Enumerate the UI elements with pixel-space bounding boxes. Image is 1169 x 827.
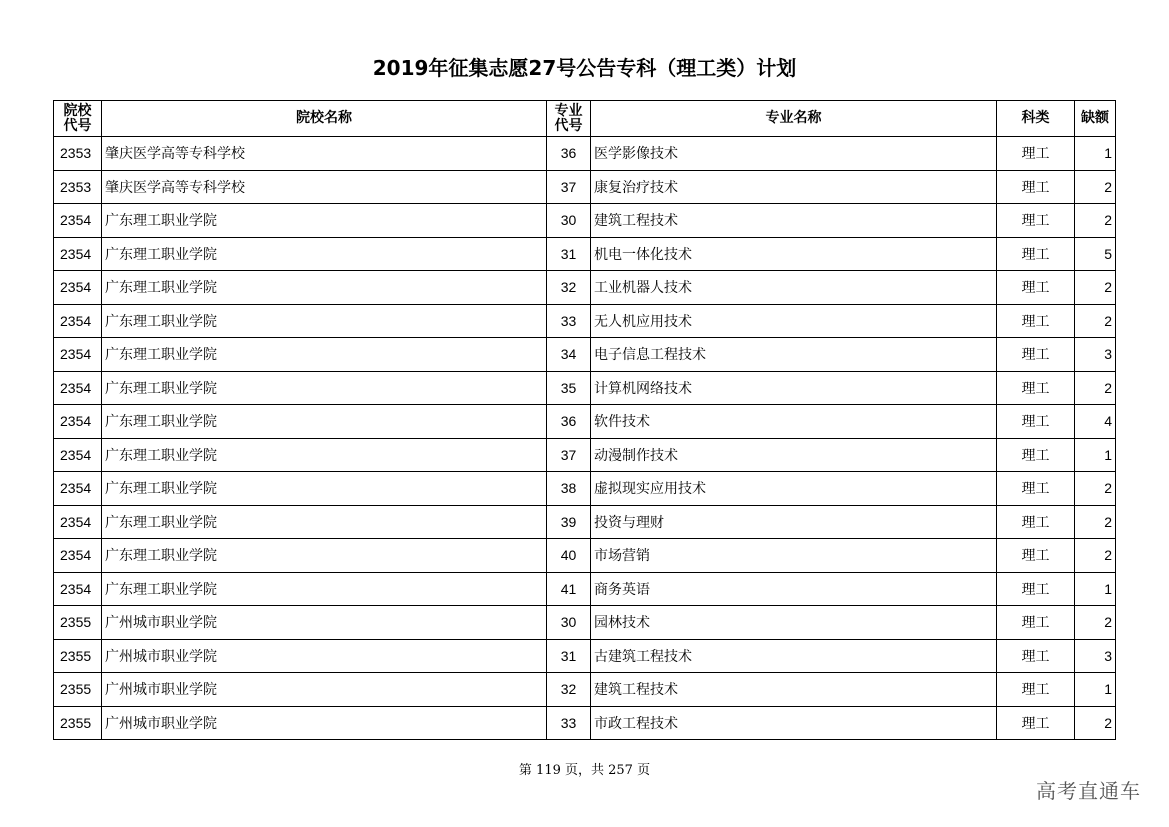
page-footer: 第 119 页，共 257 页	[518, 763, 651, 778]
table-header-row	[54, 101, 1116, 137]
cell-quota: 3	[1075, 338, 1116, 372]
cell-school-name: 广东理工职业学院	[102, 472, 547, 506]
table-row	[54, 137, 1116, 171]
cell-school-code: 2355	[54, 706, 102, 740]
table-row	[54, 405, 1116, 439]
cell-major-code: 35	[547, 371, 591, 405]
cell-quota: 2	[1075, 271, 1116, 305]
cell-major-code: 38	[547, 472, 591, 506]
table-row	[54, 304, 1116, 338]
cell-category: 理工	[997, 673, 1075, 707]
cell-school-code: 2354	[54, 539, 102, 573]
cell-school-name: 广东理工职业学院	[102, 438, 547, 472]
cell-school-name: 肇庆医学高等专科学校	[102, 137, 547, 171]
cell-category: 理工	[997, 505, 1075, 539]
cell-major-code: 39	[547, 505, 591, 539]
cell-school-code: 2353	[54, 170, 102, 204]
cell-major-code: 36	[547, 137, 591, 171]
cell-school-code: 2355	[54, 673, 102, 707]
cell-major-name: 虚拟现实应用技术	[591, 472, 997, 506]
cell-category: 理工	[997, 237, 1075, 271]
cell-category: 理工	[997, 706, 1075, 740]
cell-major-code: 31	[547, 639, 591, 673]
header-school-code: 院校 代号	[54, 101, 102, 137]
table-row	[54, 170, 1116, 204]
cell-major-code: 33	[547, 706, 591, 740]
cell-major-name: 工业机器人技术	[591, 271, 997, 305]
cell-major-name: 建筑工程技术	[591, 673, 997, 707]
cell-school-code: 2353	[54, 137, 102, 171]
header-category: 科类	[997, 101, 1075, 137]
plan-table	[53, 100, 1116, 740]
cell-major-code: 30	[547, 606, 591, 640]
cell-school-name: 广东理工职业学院	[102, 338, 547, 372]
cell-school-name: 广东理工职业学院	[102, 405, 547, 439]
cell-school-code: 2354	[54, 237, 102, 271]
cell-major-code: 41	[547, 572, 591, 606]
cell-major-code: 36	[547, 405, 591, 439]
cell-school-code: 2354	[54, 505, 102, 539]
header-quota: 缺额	[1075, 101, 1116, 137]
cell-major-name: 机电一体化技术	[591, 237, 997, 271]
cell-quota: 2	[1075, 606, 1116, 640]
cell-quota: 2	[1075, 204, 1116, 238]
cell-school-name: 广东理工职业学院	[102, 371, 547, 405]
cell-school-code: 2354	[54, 438, 102, 472]
cell-quota: 3	[1075, 639, 1116, 673]
table-row	[54, 438, 1116, 472]
cell-major-code: 34	[547, 338, 591, 372]
cell-category: 理工	[997, 438, 1075, 472]
cell-quota: 2	[1075, 706, 1116, 740]
cell-school-code: 2354	[54, 271, 102, 305]
cell-major-code: 32	[547, 673, 591, 707]
cell-major-name: 无人机应用技术	[591, 304, 997, 338]
cell-school-code: 2354	[54, 338, 102, 372]
cell-major-code: 33	[547, 304, 591, 338]
table-row	[54, 606, 1116, 640]
cell-category: 理工	[997, 304, 1075, 338]
cell-major-name: 电子信息工程技术	[591, 338, 997, 372]
cell-major-code: 32	[547, 271, 591, 305]
cell-school-code: 2355	[54, 639, 102, 673]
cell-school-name: 广州城市职业学院	[102, 673, 547, 707]
cell-category: 理工	[997, 371, 1075, 405]
cell-category: 理工	[997, 204, 1075, 238]
cell-school-name: 广东理工职业学院	[102, 572, 547, 606]
header-major-name: 专业名称	[591, 101, 997, 137]
cell-major-name: 建筑工程技术	[591, 204, 997, 238]
cell-category: 理工	[997, 606, 1075, 640]
cell-quota: 2	[1075, 505, 1116, 539]
cell-major-name: 投资与理财	[591, 505, 997, 539]
cell-quota: 2	[1075, 371, 1116, 405]
cell-major-name: 计算机网络技术	[591, 371, 997, 405]
cell-school-code: 2354	[54, 371, 102, 405]
cell-school-code: 2354	[54, 572, 102, 606]
cell-category: 理工	[997, 271, 1075, 305]
cell-major-name: 动漫制作技术	[591, 438, 997, 472]
cell-quota: 1	[1075, 572, 1116, 606]
cell-category: 理工	[997, 338, 1075, 372]
cell-school-name: 广东理工职业学院	[102, 539, 547, 573]
cell-major-name: 园林技术	[591, 606, 997, 640]
cell-major-name: 商务英语	[591, 572, 997, 606]
cell-school-name: 广东理工职业学院	[102, 204, 547, 238]
cell-category: 理工	[997, 639, 1075, 673]
cell-school-code: 2355	[54, 606, 102, 640]
table-row	[54, 271, 1116, 305]
cell-category: 理工	[997, 539, 1075, 573]
cell-school-name: 广东理工职业学院	[102, 304, 547, 338]
cell-school-name: 广东理工职业学院	[102, 271, 547, 305]
table-row	[54, 706, 1116, 740]
cell-school-name: 广东理工职业学院	[102, 505, 547, 539]
cell-major-name: 古建筑工程技术	[591, 639, 997, 673]
cell-category: 理工	[997, 170, 1075, 204]
cell-quota: 5	[1075, 237, 1116, 271]
cell-major-name: 医学影像技术	[591, 137, 997, 171]
cell-school-name: 广州城市职业学院	[102, 606, 547, 640]
cell-major-name: 康复治疗技术	[591, 170, 997, 204]
cell-school-code: 2354	[54, 472, 102, 506]
cell-quota: 1	[1075, 438, 1116, 472]
cell-major-code: 37	[547, 170, 591, 204]
cell-quota: 1	[1075, 137, 1116, 171]
cell-school-name: 广州城市职业学院	[102, 706, 547, 740]
cell-major-code: 31	[547, 237, 591, 271]
cell-school-name: 肇庆医学高等专科学校	[102, 170, 547, 204]
table-row	[54, 572, 1116, 606]
cell-category: 理工	[997, 572, 1075, 606]
watermark: 高考直通车	[1036, 779, 1141, 803]
cell-category: 理工	[997, 472, 1075, 506]
cell-category: 理工	[997, 137, 1075, 171]
header-school-name: 院校名称	[102, 101, 547, 137]
cell-school-code: 2354	[54, 204, 102, 238]
cell-school-name: 广州城市职业学院	[102, 639, 547, 673]
cell-major-name: 市政工程技术	[591, 706, 997, 740]
cell-quota: 2	[1075, 170, 1116, 204]
cell-quota: 4	[1075, 405, 1116, 439]
table-row	[54, 639, 1116, 673]
cell-quota: 2	[1075, 472, 1116, 506]
table-row	[54, 539, 1116, 573]
header-major-code: 专业 代号	[547, 101, 591, 137]
cell-quota: 1	[1075, 673, 1116, 707]
cell-major-name: 软件技术	[591, 405, 997, 439]
table-row	[54, 204, 1116, 238]
cell-school-code: 2354	[54, 304, 102, 338]
cell-school-name: 广东理工职业学院	[102, 237, 547, 271]
cell-quota: 2	[1075, 539, 1116, 573]
cell-school-code: 2354	[54, 405, 102, 439]
cell-quota: 2	[1075, 304, 1116, 338]
cell-major-code: 40	[547, 539, 591, 573]
table-row	[54, 237, 1116, 271]
cell-major-code: 37	[547, 438, 591, 472]
cell-major-name: 市场营销	[591, 539, 997, 573]
cell-category: 理工	[997, 405, 1075, 439]
table-body	[54, 137, 1116, 740]
cell-major-code: 30	[547, 204, 591, 238]
table-row	[54, 673, 1116, 707]
table-row	[54, 371, 1116, 405]
table-row	[54, 472, 1116, 506]
page-title: 2019年征集志愿27号公告专科（理工类）计划	[372, 56, 797, 80]
table-row	[54, 505, 1116, 539]
table-row	[54, 338, 1116, 372]
